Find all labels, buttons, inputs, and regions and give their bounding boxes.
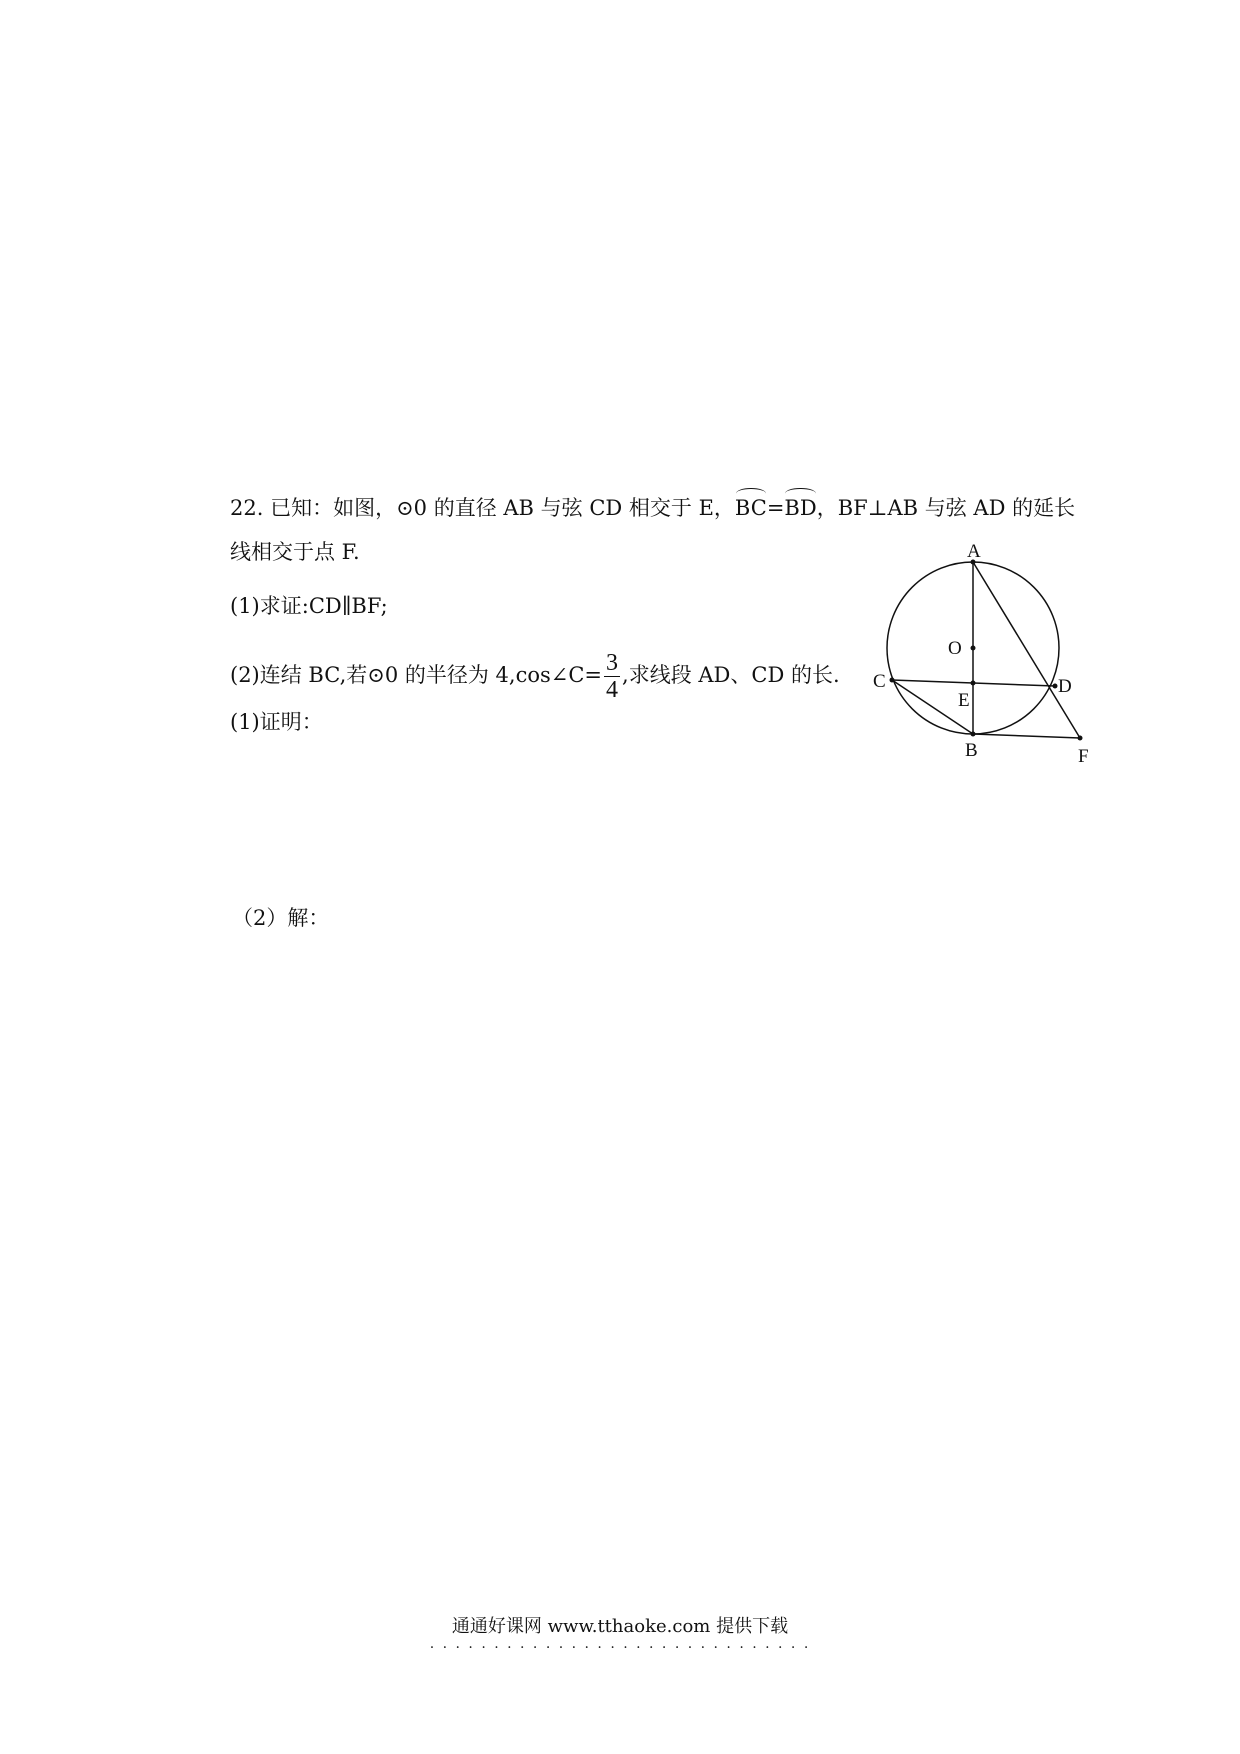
question-2 — [230, 650, 840, 703]
segment-bf — [973, 734, 1080, 738]
footer-dots: . . . . . . . . . . . . . . . . . . . . . . . . . . . . . . — [429, 1636, 811, 1652]
question-2-text: (2)连结 BC,若⊙0 的半径为 4,cos∠C= — [230, 663, 603, 687]
label-b: B — [965, 740, 978, 761]
equals-sign: = — [766, 496, 785, 520]
problem-line-2: 线相交于点 F. — [230, 540, 360, 564]
answer-1-label: (1)证明： — [230, 710, 323, 734]
point-c — [890, 678, 895, 683]
label-d: D — [1058, 676, 1072, 697]
label-c: C — [873, 671, 886, 692]
answer-2-label: （2）解： — [232, 906, 330, 930]
label-e: E — [958, 690, 970, 711]
fraction-denominator: 4 — [606, 677, 619, 703]
question-1: (1)求证:CD∥BF; — [230, 594, 388, 618]
point-o — [971, 646, 976, 651]
fraction-three-quarters — [604, 650, 620, 703]
geometry-figure — [870, 540, 1130, 780]
footer-text: 通通好课网 www.tthaoke.com 提供下载 — [451, 1616, 789, 1637]
problem-intro: 22. 已知：如图，⊙0 的直径 AB 与弦 CD 相交于 E， — [230, 496, 735, 520]
point-b — [971, 732, 976, 737]
fraction-numerator: 3 — [606, 650, 619, 676]
arc-bd: BD — [784, 496, 817, 520]
arc-bc: BC — [734, 496, 767, 520]
point-e — [971, 681, 976, 686]
point-d — [1053, 684, 1058, 689]
label-a: A — [967, 541, 981, 562]
label-f: F — [1078, 746, 1089, 767]
problem-line-1 — [230, 494, 1075, 522]
line-adf — [973, 562, 1080, 738]
point-f — [1078, 736, 1083, 741]
question-2-tail: ,求线段 AD、CD 的长. — [622, 663, 840, 687]
footer — [0, 1615, 1240, 1652]
label-o: O — [948, 638, 962, 659]
problem-intro-end: ，BF⊥AB 与弦 AD 的延长 — [816, 496, 1076, 520]
